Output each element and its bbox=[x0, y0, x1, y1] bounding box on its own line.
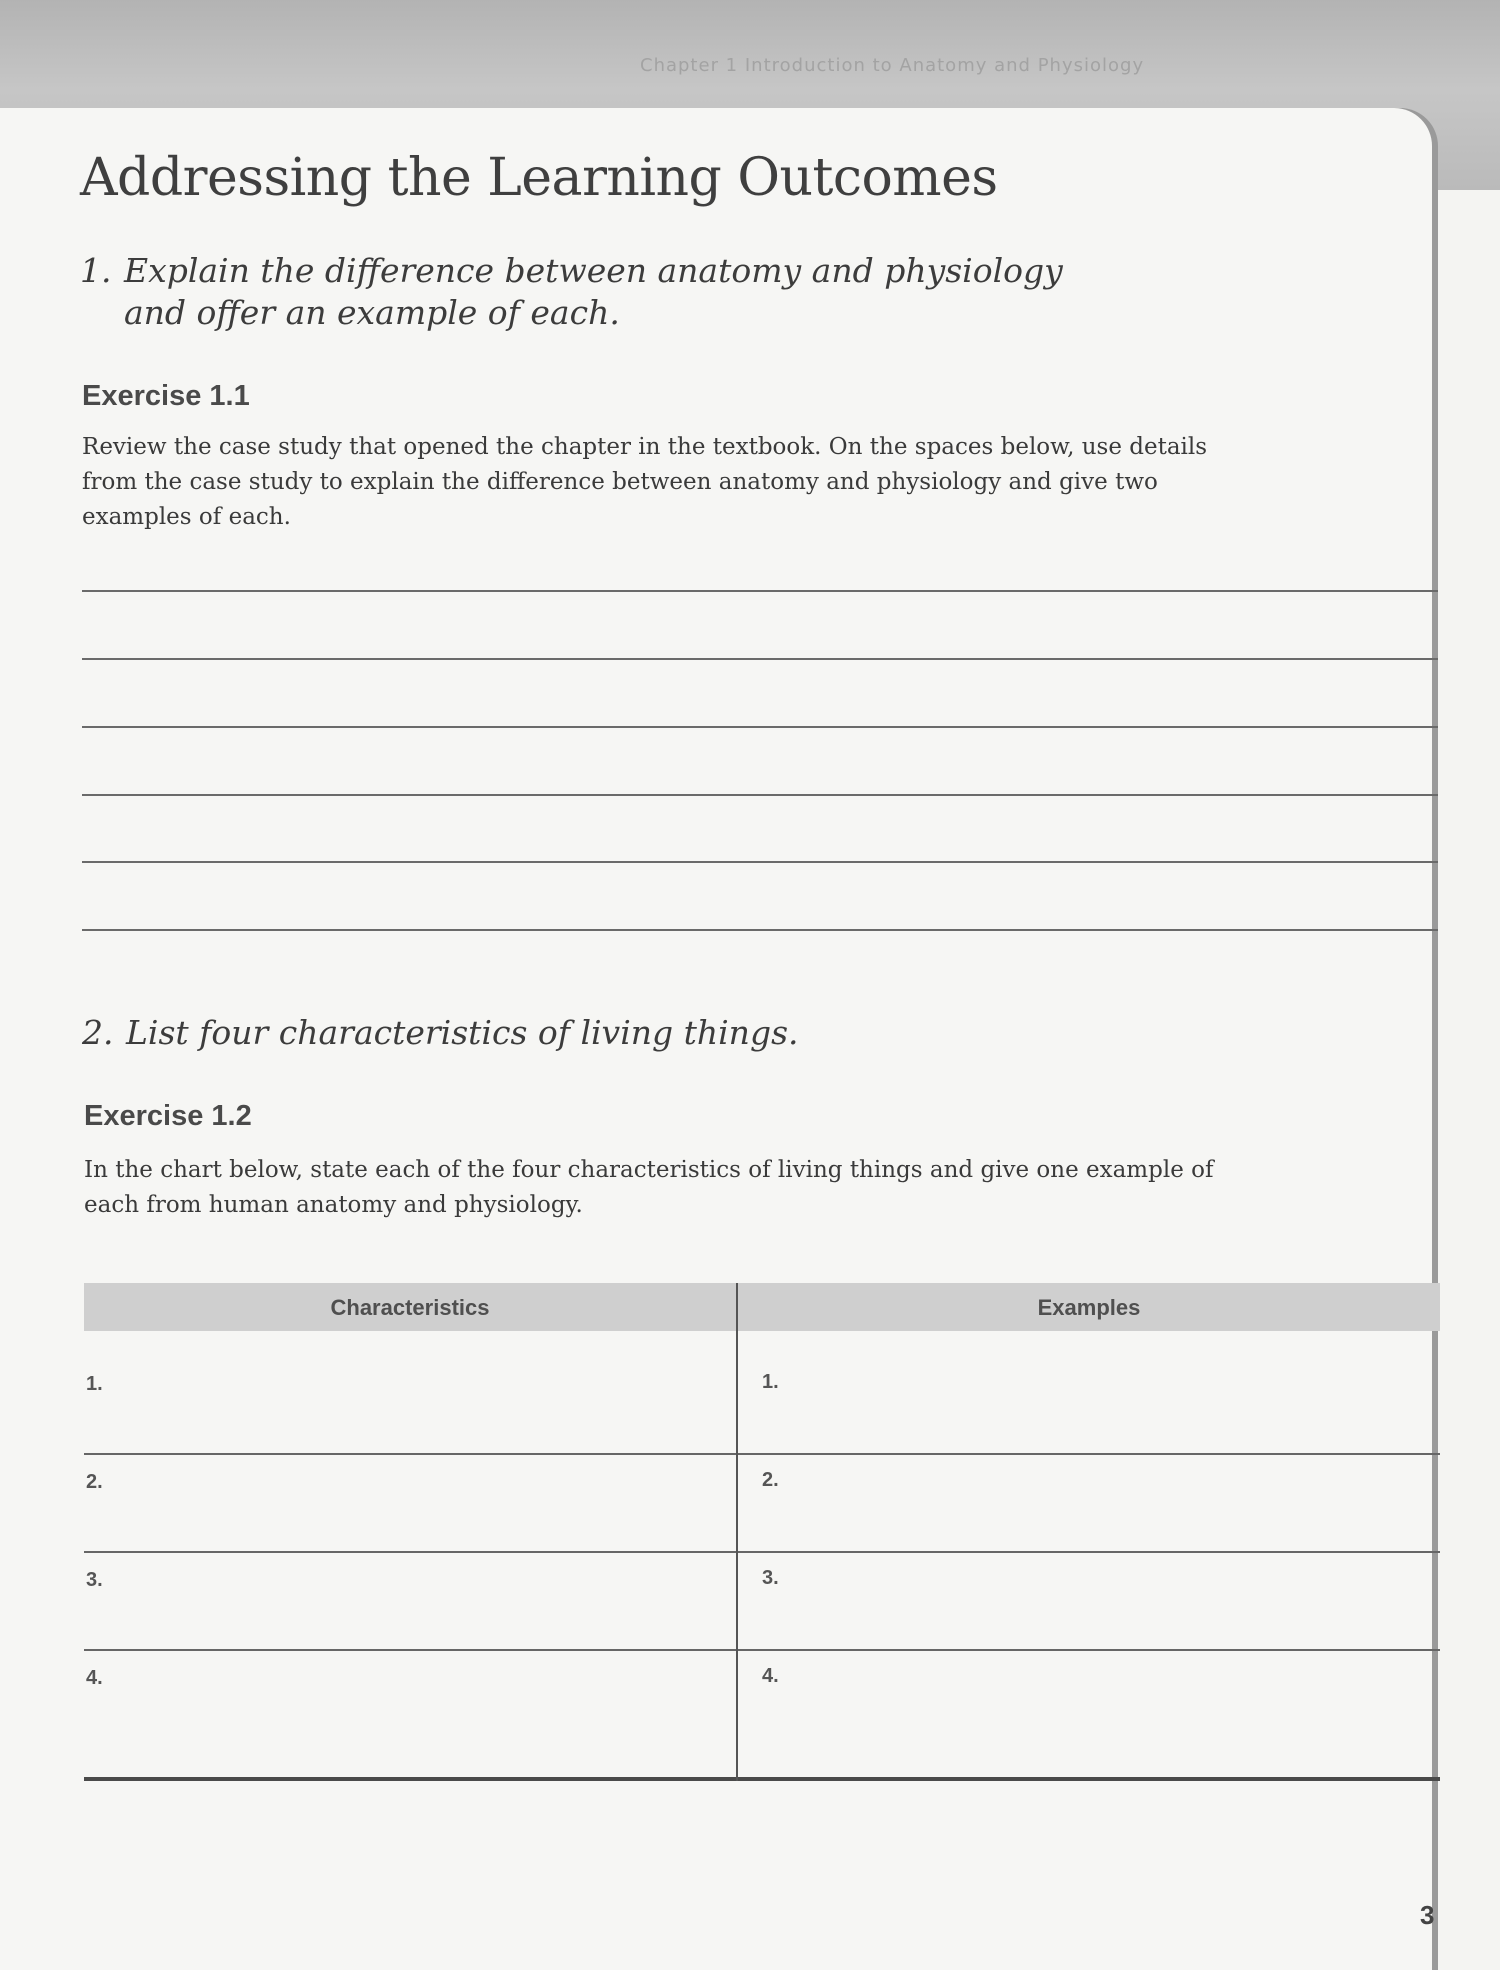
instruction-line: examples of each. bbox=[82, 504, 291, 530]
column-header-examples: Examples bbox=[1037, 1295, 1141, 1320]
row-divider bbox=[84, 1453, 1440, 1455]
exercise-1-2-heading: Exercise 1.2 bbox=[84, 1100, 252, 1132]
example-1-cell[interactable]: 1. bbox=[762, 1371, 779, 1393]
exercise-1-1-instructions bbox=[82, 430, 1207, 535]
outcome-text-line1: Explain the difference between anatomy and physiology bbox=[124, 251, 1063, 290]
characteristic-2-cell[interactable]: 2. bbox=[86, 1471, 103, 1493]
example-4-cell[interactable]: 4. bbox=[762, 1665, 779, 1687]
exercise-1-1-heading: Exercise 1.1 bbox=[82, 380, 250, 412]
answer-line[interactable] bbox=[82, 590, 1438, 592]
learning-outcome-1 bbox=[80, 250, 1063, 334]
answer-line[interactable] bbox=[82, 794, 1438, 796]
characteristic-1-cell[interactable]: 1. bbox=[86, 1373, 103, 1395]
characteristic-3-cell[interactable]: 3. bbox=[86, 1569, 103, 1591]
answer-line[interactable] bbox=[82, 929, 1438, 931]
page-number: 3 bbox=[1420, 1900, 1435, 1930]
instruction-line: Review the case study that opened the chapter in the textbook. On the spaces below, use details bbox=[82, 434, 1208, 460]
learning-outcome-2 bbox=[82, 1012, 799, 1054]
example-2-cell[interactable]: 2. bbox=[762, 1469, 779, 1491]
characteristic-4-cell[interactable]: 4. bbox=[86, 1667, 103, 1689]
example-3-cell[interactable]: 3. bbox=[762, 1567, 779, 1589]
outcome-number: 1. bbox=[80, 251, 112, 290]
answer-line[interactable] bbox=[82, 726, 1438, 728]
instruction-line: each from human anatomy and physiology. bbox=[84, 1192, 583, 1218]
page-title: Addressing the Learning Outcomes bbox=[80, 148, 998, 208]
exercise-1-2-instructions bbox=[84, 1153, 1213, 1223]
running-head: Chapter 1 Introduction to Anatomy and Physiology bbox=[640, 55, 1145, 76]
outcome-text-line2: and offer an example of each. bbox=[124, 293, 620, 332]
column-header-characteristics: Characteristics bbox=[330, 1295, 490, 1320]
chart-bottom-rule bbox=[84, 1777, 1440, 1781]
characteristics-chart bbox=[84, 1283, 1440, 1781]
answer-line[interactable] bbox=[82, 658, 1438, 660]
outcome-text: List four characteristics of living things. bbox=[126, 1013, 799, 1052]
outcome-number: 2. bbox=[82, 1013, 114, 1052]
answer-line[interactable] bbox=[82, 861, 1438, 863]
row-divider bbox=[84, 1551, 1440, 1553]
column-divider bbox=[736, 1283, 738, 1781]
row-divider bbox=[84, 1649, 1440, 1651]
page-edge bbox=[1432, 190, 1500, 1970]
instruction-line: from the case study to explain the difference between anatomy and physiology and give two bbox=[82, 469, 1158, 495]
instruction-line: In the chart below, state each of the four characteristics of living things and give one example of bbox=[84, 1157, 1214, 1183]
